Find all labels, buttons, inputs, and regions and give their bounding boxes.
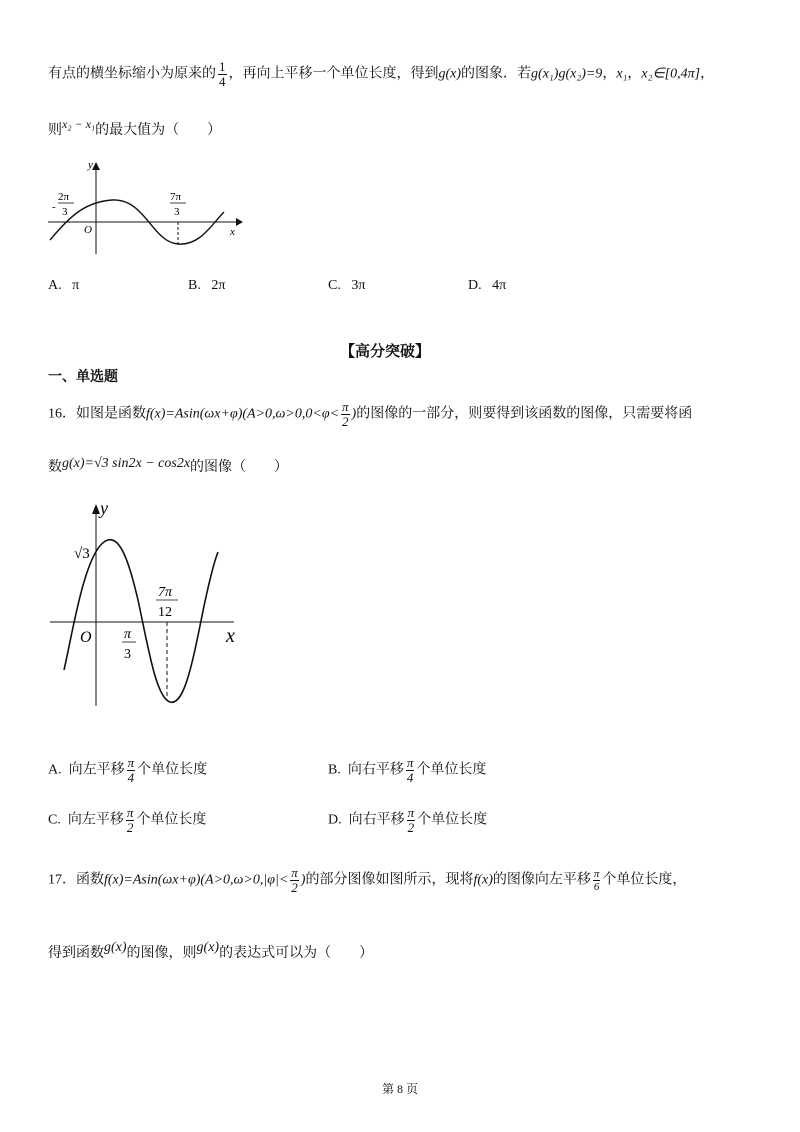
fraction: $\frac{\pi}{2}$ — [342, 399, 349, 429]
q17-line1: 17．函数f(x)=Asin(ωx+φ)(A>0,ω>0,|φ|< $\frac{\pi}{2}$ )的部分图像如图所示，现将f(x)的图像向左平移 $\frac{\pi}{6}$ 个单位长度， — [48, 865, 687, 895]
section-title: 【高分突破】 — [340, 343, 431, 360]
q16-option-b[interactable]: B. 向右平移 $\frac{\pi}{4}$ 个单位长度 — [328, 755, 487, 785]
fraction: $\frac{\pi}{6}$ — [593, 868, 600, 893]
q16-graph — [44, 496, 254, 716]
fraction: $\frac{\pi}{2}$ — [291, 865, 298, 895]
q17-line2: 得到函数g(x)的图像，则g(x)的表达式可以为（ ） — [48, 940, 374, 961]
tick-7pi12-num: 7π — [158, 585, 173, 600]
y-label: y — [100, 498, 108, 518]
y-axis-arrow — [92, 504, 100, 514]
fraction: $\frac{\pi}{2}$ — [407, 805, 415, 835]
fraction: $\frac{\pi}{4}$ — [406, 755, 414, 785]
tick-7pi12-den: 12 — [158, 605, 172, 620]
q15-option-c[interactable]: C. 3π — [328, 278, 366, 293]
y-label: y — [88, 159, 93, 171]
x-label: x — [226, 625, 235, 647]
q16-line1: 16．如图是函数f(x)=Asin(ωx+φ)(A>0,ω>0,0<φ< $\frac{\pi}{2}$ )的图像的一部分，则要得到该函数的图像，只需要将函 — [48, 399, 693, 429]
q15-option-a[interactable]: A. π — [48, 278, 80, 293]
subsection-title: 一、单选题 — [48, 368, 118, 384]
page-number: 第 8 页 — [381, 1082, 418, 1096]
x-label: x — [230, 226, 235, 238]
origin-label: O — [80, 629, 92, 646]
q16-option-c[interactable]: C. 向左平移 $\frac{\pi}{2}$ 个单位长度 — [48, 805, 207, 835]
q16-option-a[interactable]: A. 向左平移 $\frac{\pi}{4}$ 个单位长度 — [48, 755, 208, 785]
tick-right-den: 3 — [174, 206, 180, 218]
q15-graph — [40, 158, 250, 258]
tick-left-den: 3 — [62, 206, 68, 218]
q15-line1: 有点的横坐标缩小为原来的 $\frac{1}{4}$ ，再向上平移一个单位长度，得到g(x)的图象．若g(x₁)g(x₂)=9，x₁，x₂∈[0,4π]， — [48, 59, 715, 89]
sine-curve — [64, 540, 218, 703]
tick-pi3-num: π — [124, 627, 132, 642]
x-axis-arrow — [236, 218, 243, 226]
q16-option-d[interactable]: D. 向右平移 $\frac{\pi}{2}$ 个单位长度 — [328, 805, 488, 835]
q15-option-d[interactable]: D. 4π — [468, 278, 507, 293]
y-tick-sqrt3: √3 — [74, 546, 90, 562]
tick-pi3-den: 3 — [124, 647, 131, 662]
q16-line2: 数g(x)=√3 sin2x − cos2x的图像（ ） — [48, 456, 289, 475]
origin-label: O — [84, 224, 92, 236]
neg-sign: - — [52, 201, 56, 213]
q15-option-b[interactable]: B. 2π — [188, 278, 226, 293]
tick-right-num: 7π — [170, 191, 182, 203]
fraction: $\frac{1}{4}$ — [219, 59, 226, 89]
fraction: $\frac{\pi}{2}$ — [126, 805, 134, 835]
y-axis-arrow — [92, 162, 100, 170]
tick-left-num: 2π — [58, 191, 70, 203]
q15-line2: 则x₂ − x₁的最大值为（ ） — [48, 117, 222, 138]
fraction: $\frac{\pi}{4}$ — [127, 755, 135, 785]
